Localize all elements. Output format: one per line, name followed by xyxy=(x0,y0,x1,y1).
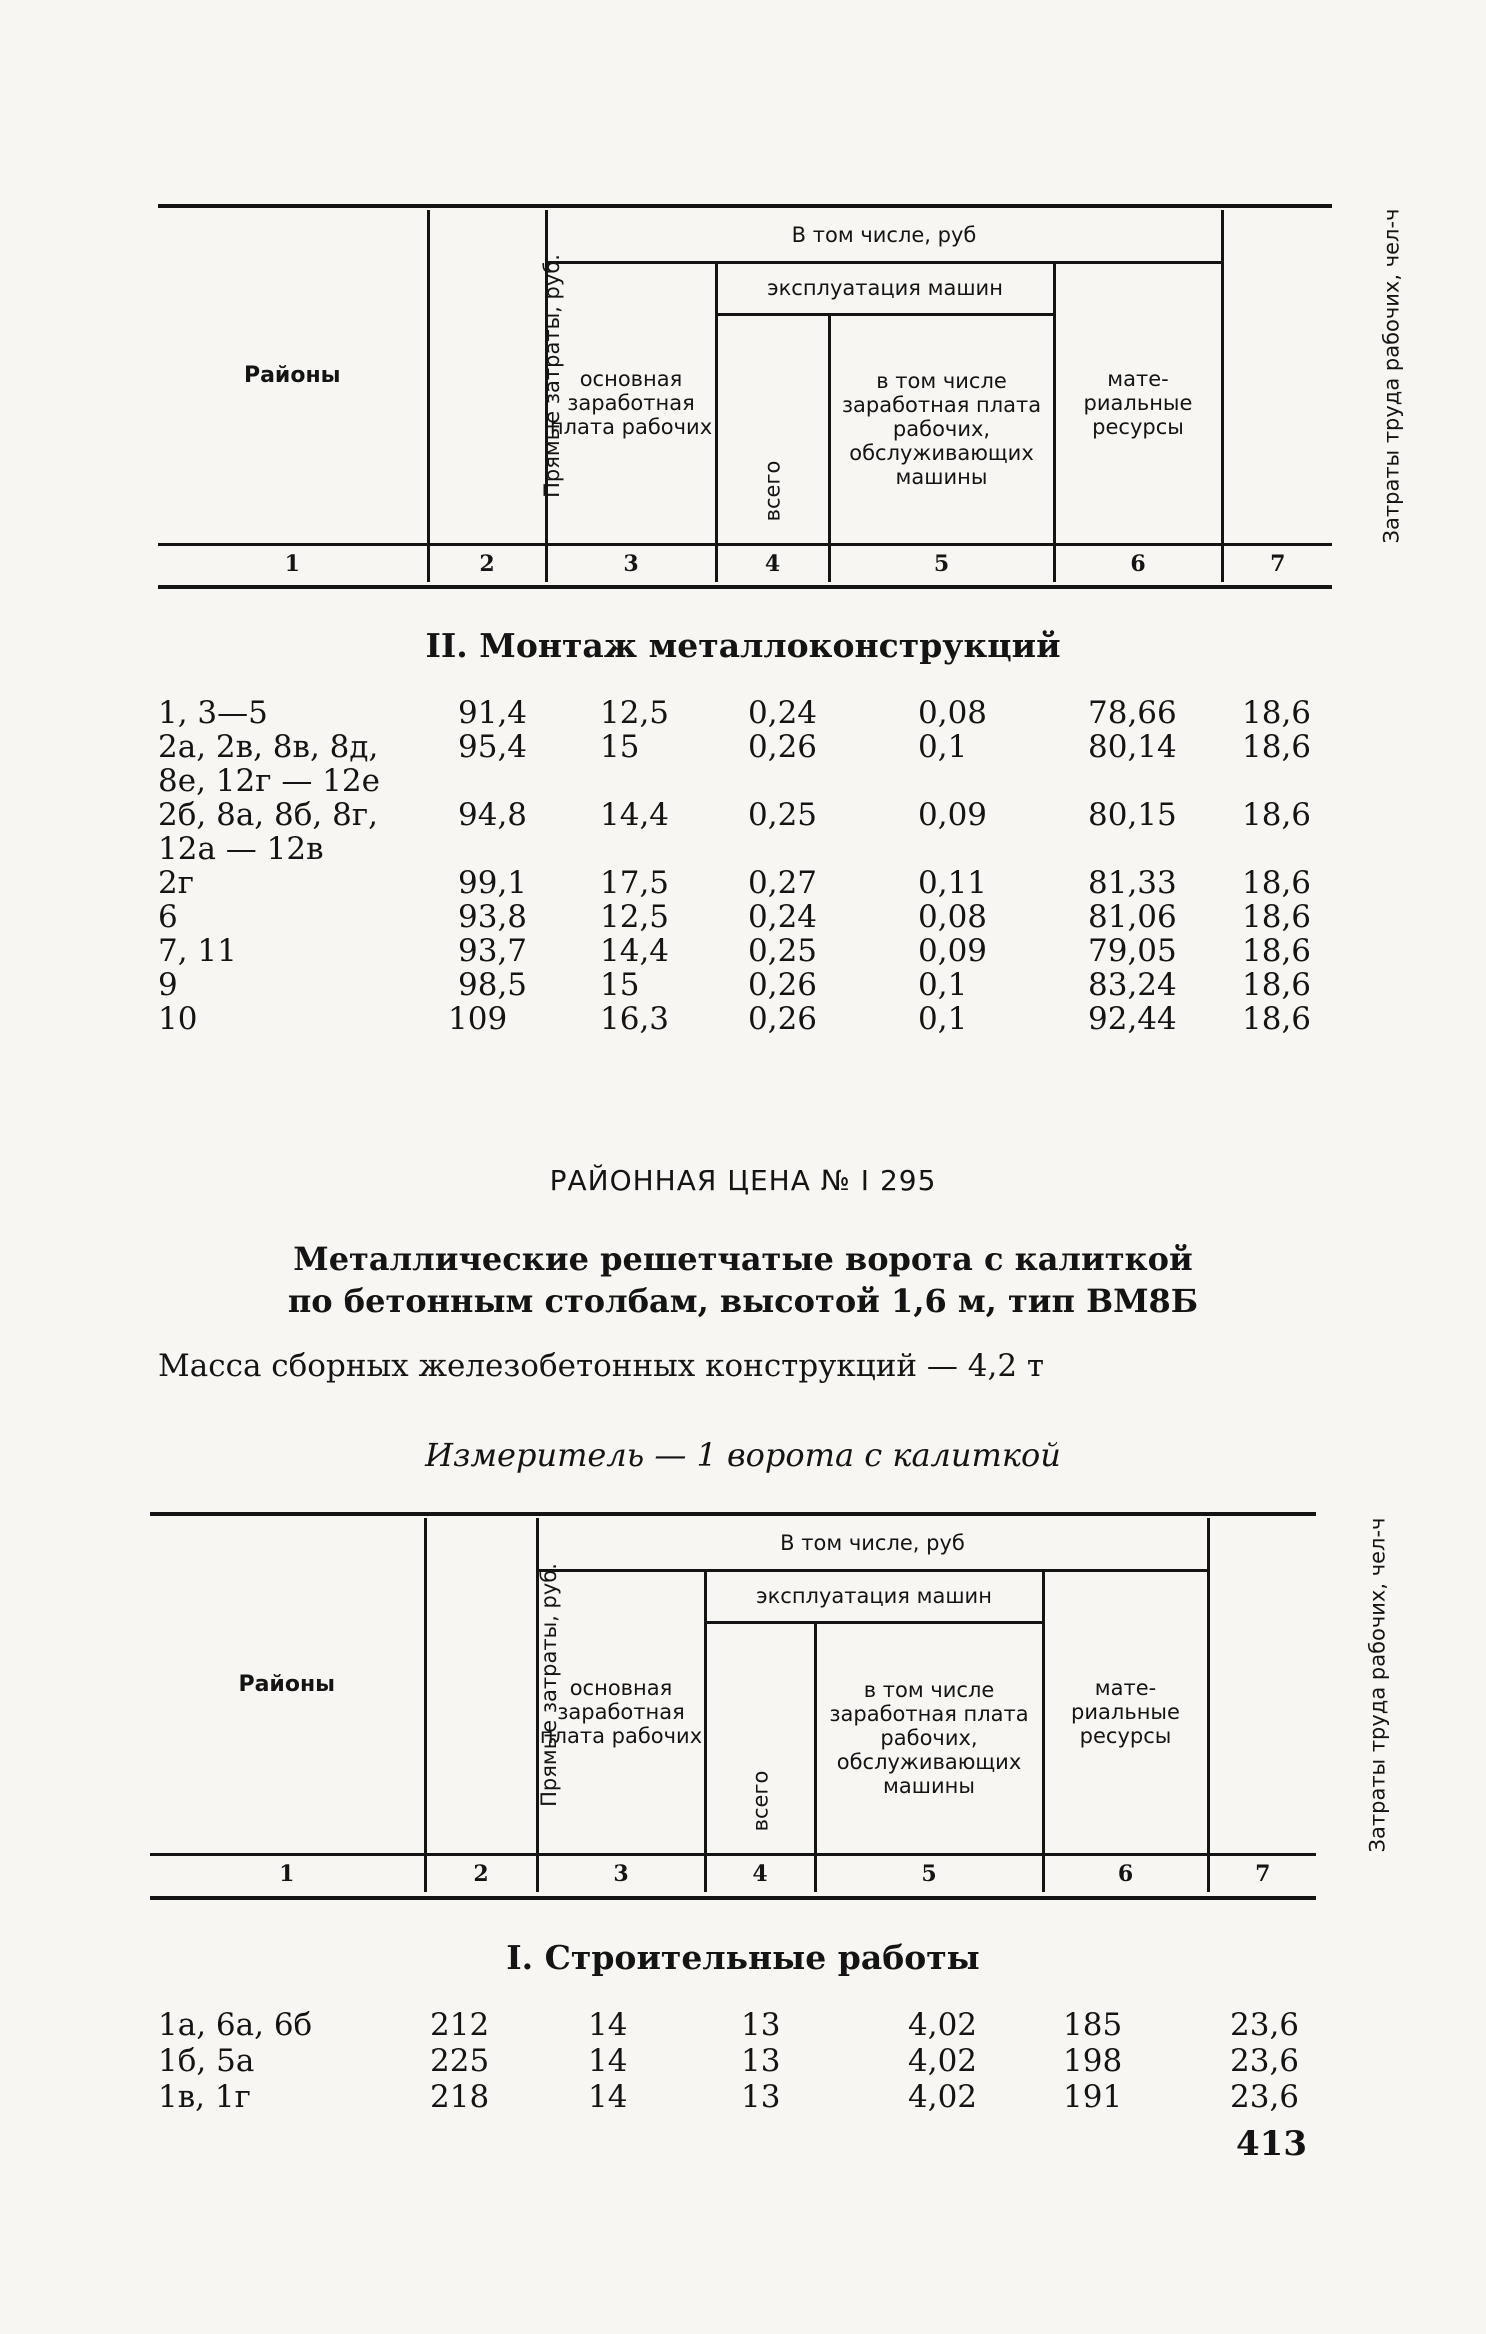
cell-c2: 109 xyxy=(448,1001,508,1037)
cell-c7: 23,6 xyxy=(1230,2007,1300,2043)
cell-c3: 12,5 xyxy=(600,695,670,731)
cell-c3: 17,5 xyxy=(600,865,670,901)
colnum-1: 1 xyxy=(279,1860,295,1887)
header-v-tom-chisle: В том числе, руб xyxy=(546,210,1222,262)
header-zatraty-truda: Затраты труда рабочих, чел-ч xyxy=(1222,210,1332,544)
cell-c6: 81,06 xyxy=(1088,899,1177,935)
cell-c7: 18,6 xyxy=(1242,967,1312,1003)
cell-c6: 185 xyxy=(1063,2007,1123,2043)
cell-c4: 0,27 xyxy=(748,865,818,901)
cell-c3: 16,3 xyxy=(600,1001,670,1037)
colnum-5: 5 xyxy=(829,544,1054,582)
cell-c7: 18,6 xyxy=(1242,899,1312,935)
colnum-7: 7 xyxy=(1222,544,1332,582)
cell-c5: 0,08 xyxy=(918,899,988,935)
cell-c7: 18,6 xyxy=(1242,695,1312,731)
cell-c6: 79,05 xyxy=(1088,933,1177,969)
colnum-6: 6 xyxy=(1054,544,1222,582)
table1-body xyxy=(158,696,1332,1036)
cell-c3: 15 xyxy=(600,967,640,1003)
cell-c4: 0,24 xyxy=(748,695,818,731)
cell-c7: 18,6 xyxy=(1242,797,1312,833)
cell-c5: 4,02 xyxy=(908,2079,978,2115)
cell-region: 1а, 6а, 6б xyxy=(158,2007,313,2043)
cell-c6: 198 xyxy=(1063,2043,1123,2079)
header-materialnye: мате- риальные ресурсы xyxy=(1043,1570,1208,1854)
table-row xyxy=(158,2044,1324,2080)
header-osnovnaya: основная заработная плата рабочих xyxy=(546,262,716,544)
cell-c2: 93,8 xyxy=(458,899,528,935)
colnum-3: 3 xyxy=(537,1854,705,1892)
cell-c5: 0,1 xyxy=(918,729,968,765)
cell-c6: 92,44 xyxy=(1088,1001,1177,1037)
cell-c2: 98,5 xyxy=(458,967,528,1003)
table-row xyxy=(158,934,1332,968)
cell-c4: 13 xyxy=(741,2079,781,2115)
cell-region: 7, 11 xyxy=(158,933,237,969)
cell-c4: 0,25 xyxy=(748,797,818,833)
table2-body xyxy=(158,2008,1324,2116)
cell-c3: 14 xyxy=(588,2043,628,2079)
cell-c5: 0,09 xyxy=(918,933,988,969)
colnum-3: 3 xyxy=(546,544,716,582)
cell-c4: 0,25 xyxy=(748,933,818,969)
cell-region: 9 xyxy=(158,967,178,1003)
cell-c2: 93,7 xyxy=(458,933,528,969)
cell-c5: 4,02 xyxy=(908,2007,978,2043)
cell-region: 8е, 12г — 12е xyxy=(158,763,380,799)
header-vsego: всего xyxy=(705,1622,815,1854)
cell-c7: 23,6 xyxy=(1230,2043,1300,2079)
header-v-tom-chisle-zp: в том числе заработная плата рабочих, обслуживающих машины xyxy=(815,1622,1043,1854)
cell-c2: 95,4 xyxy=(458,729,528,765)
table1-section-title: II. Монтаж металлоконструкций xyxy=(425,626,1061,665)
header-v-tom-chisle: В том числе, руб xyxy=(537,1518,1208,1570)
colnum-2: 2 xyxy=(425,1854,537,1892)
cell-c6: 81,33 xyxy=(1088,865,1177,901)
table2-bottom-rule xyxy=(150,1896,1316,1900)
cell-c7: 18,6 xyxy=(1242,1001,1312,1037)
table-row xyxy=(158,900,1332,934)
table-row xyxy=(158,2080,1324,2116)
table-row-continuation xyxy=(158,832,1332,866)
header-rayony: Районы xyxy=(158,210,428,544)
cell-region: 10 xyxy=(158,1001,198,1037)
cell-c4: 0,24 xyxy=(748,899,818,935)
cell-c7: 18,6 xyxy=(1242,729,1312,765)
header-ekspluatatsiya: эксплуатация машин xyxy=(716,262,1054,314)
table1-top-rule xyxy=(158,204,1332,208)
cell-c5: 0,11 xyxy=(918,865,988,901)
table-row xyxy=(158,798,1332,832)
cell-region: 1б, 5а xyxy=(158,2043,255,2079)
cell-c4: 0,26 xyxy=(748,729,818,765)
cell-c3: 15 xyxy=(600,729,640,765)
cell-region: 2г xyxy=(158,865,194,901)
table2-header xyxy=(150,1517,1389,1892)
cell-region: 1, 3—5 xyxy=(158,695,268,731)
header-pryamye: Прямые затраты, руб. xyxy=(428,210,546,544)
price-label: РАЙОННАЯ ЦЕНА № I 295 xyxy=(549,1164,937,1197)
cell-c4: 0,26 xyxy=(748,1001,818,1037)
cell-c4: 0,26 xyxy=(748,967,818,1003)
table1-bottom-rule xyxy=(158,585,1332,589)
cell-c2: 225 xyxy=(430,2043,490,2079)
cell-c6: 80,14 xyxy=(1088,729,1177,765)
header-osnovnaya: основная заработная плата рабочих xyxy=(537,1570,705,1854)
cell-c3: 14 xyxy=(588,2079,628,2115)
table-row xyxy=(158,2008,1324,2044)
header-vsego: всего xyxy=(716,314,829,544)
cell-c2: 91,4 xyxy=(458,695,528,731)
cell-c2: 99,1 xyxy=(458,865,528,901)
table-row xyxy=(158,866,1332,900)
cell-c7: 18,6 xyxy=(1242,933,1312,969)
cell-c4: 13 xyxy=(741,2043,781,2079)
header-zatraty-truda: Затраты труда рабочих, чел-ч xyxy=(1208,1518,1316,1854)
cell-c2: 94,8 xyxy=(458,797,528,833)
price-title-line1: Металлические решетчатые ворота с калиткой xyxy=(293,1240,1193,1278)
cell-c7: 18,6 xyxy=(1242,865,1312,901)
table-row xyxy=(158,1002,1332,1036)
colnum-6: 6 xyxy=(1043,1854,1208,1892)
cell-region: 6 xyxy=(158,899,178,935)
cell-c6: 78,66 xyxy=(1088,695,1177,731)
price-measure: Измеритель — 1 ворота с калиткой xyxy=(425,1436,1061,1474)
cell-c3: 14,4 xyxy=(600,797,670,833)
cell-c4: 13 xyxy=(741,2007,781,2043)
cell-c5: 4,02 xyxy=(908,2043,978,2079)
cell-c2: 212 xyxy=(430,2007,490,2043)
table1-header xyxy=(158,208,1403,582)
table-row-continuation xyxy=(158,764,1332,798)
cell-c5: 0,1 xyxy=(918,967,968,1003)
header-materialnye: мате- риальные ресурсы xyxy=(1054,262,1222,544)
cell-c5: 0,08 xyxy=(918,695,988,731)
cell-region: 2б, 8а, 8б, 8г, xyxy=(158,797,378,833)
header-rayony: Районы xyxy=(150,1518,425,1854)
header-v-tom-chisle-zp: в том числе заработная плата рабочих, обслуживающих машины xyxy=(829,314,1054,544)
cell-c6: 191 xyxy=(1063,2079,1123,2115)
cell-c5: 0,09 xyxy=(918,797,988,833)
colnum-4: 4 xyxy=(705,1854,815,1892)
table2-section-title: I. Строительные работы xyxy=(506,1938,980,1977)
price-mass: Масса сборных железобетонных конструкций — 4,2 т xyxy=(158,1348,1045,1384)
header-pryamye: Прямые затраты, руб. xyxy=(425,1518,537,1854)
cell-c7: 23,6 xyxy=(1230,2079,1300,2115)
cell-c6: 80,15 xyxy=(1088,797,1177,833)
colnum-1: 1 xyxy=(284,550,300,577)
cell-c6: 83,24 xyxy=(1088,967,1177,1003)
table-row xyxy=(158,968,1332,1002)
cell-c5: 0,1 xyxy=(918,1001,968,1037)
cell-c2: 218 xyxy=(430,2079,490,2115)
cell-c3: 14,4 xyxy=(600,933,670,969)
colnum-4: 4 xyxy=(716,544,829,582)
cell-region: 1в, 1г xyxy=(158,2079,251,2115)
table-row xyxy=(158,696,1332,730)
cell-c3: 14 xyxy=(588,2007,628,2043)
colnum-5: 5 xyxy=(815,1854,1043,1892)
cell-c3: 12,5 xyxy=(600,899,670,935)
table-row xyxy=(158,730,1332,764)
cell-region: 12а — 12в xyxy=(158,831,324,867)
table2-top-rule xyxy=(150,1512,1316,1516)
colnum-2: 2 xyxy=(428,544,546,582)
cell-region: 2а, 2в, 8в, 8д, xyxy=(158,729,379,765)
header-ekspluatatsiya: эксплуатация машин xyxy=(705,1570,1043,1622)
price-title-line2: по бетонным столбам, высотой 1,6 м, тип ВМ8Б xyxy=(287,1282,1199,1320)
page-number: 413 xyxy=(1236,2124,1307,2164)
colnum-7: 7 xyxy=(1208,1854,1316,1892)
